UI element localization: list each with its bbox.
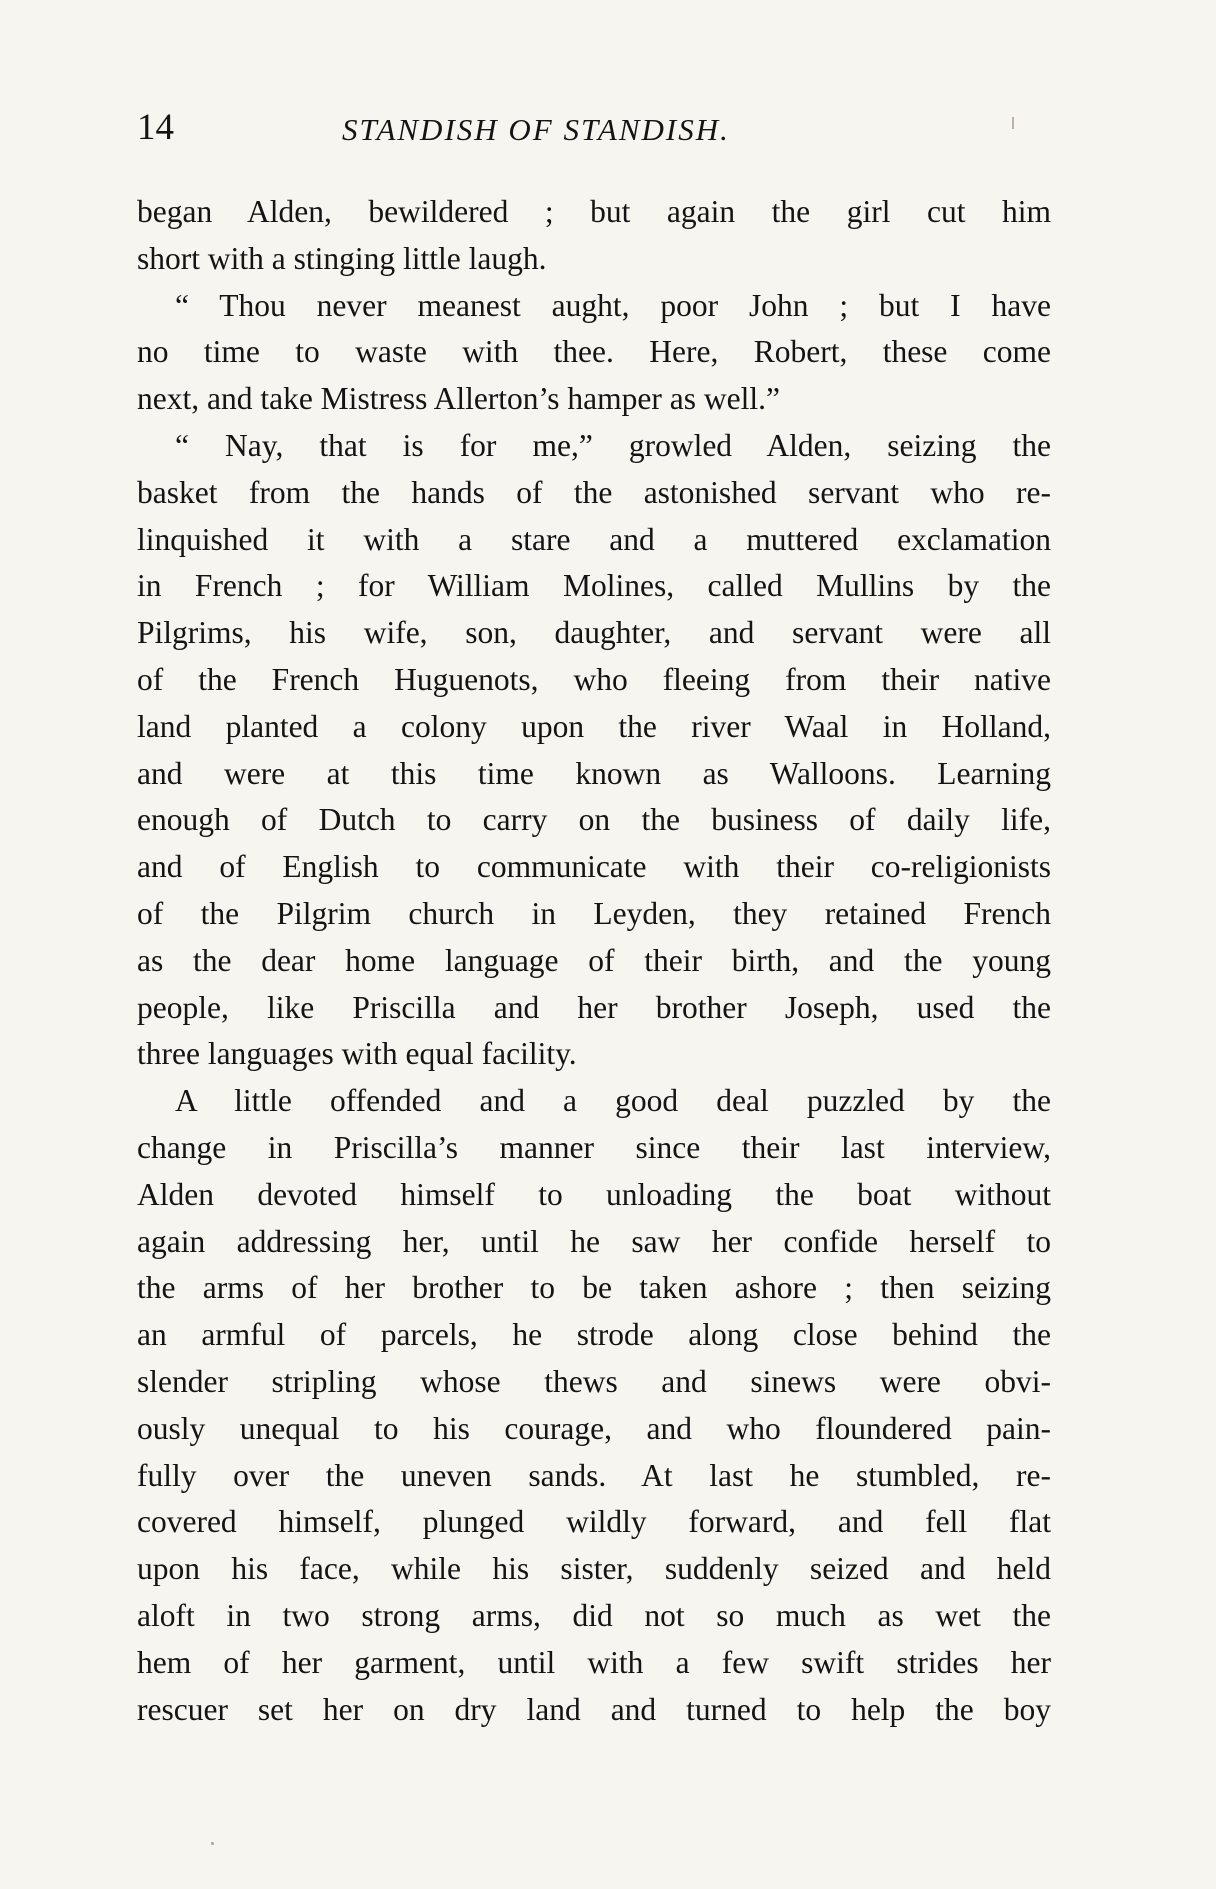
text-line: “ Nay, that is for me,” growled Alden, seizing the — [175, 427, 1051, 463]
text-line: upon his face, while his sister, suddenly seized and held — [137, 1551, 1051, 1587]
text-line: change in Priscilla’s manner since their last interview, — [137, 1129, 1051, 1165]
text-line: Alden devoted himself to unloading the boat without — [137, 1176, 1051, 1212]
text-line: basket from the hands of the astonished servant who re- — [137, 474, 1051, 510]
text-line: ously unequal to his courage, and who floundered pain- — [137, 1410, 1051, 1446]
page-number: 14 — [137, 107, 174, 148]
text-line: linquished it with a stare and a muttered exclamation — [137, 521, 1051, 557]
text-line: slender stripling whose thews and sinews were obvi- — [137, 1363, 1051, 1399]
text-line: three languages with equal facility. — [137, 1036, 577, 1072]
text-line: began Alden, bewildered ; but again the girl cut him — [137, 194, 1051, 229]
text-line: no time to waste with thee. Here, Robert, these come — [137, 334, 1051, 370]
text-line: covered himself, plunged wildly forward, and fell flat — [137, 1504, 1051, 1540]
text-line: Pilgrims, his wife, son, daughter, and servant were all — [137, 615, 1051, 651]
text-line: A little offended and a good deal puzzled by the — [175, 1083, 1051, 1119]
text-line: people, like Priscilla and her brother Joseph, used the — [137, 989, 1051, 1025]
print-speck — [1012, 117, 1014, 129]
text-line: fully over the uneven sands. At last he stumbled, re- — [137, 1457, 1051, 1493]
running-title: STANDISH OF STANDISH. — [342, 112, 730, 147]
text-line: an armful of parcels, he strode along close behind the — [137, 1317, 1051, 1353]
text-line: enough of Dutch to carry on the business of daily life, — [137, 802, 1051, 838]
text-line: in French ; for William Molines, called Mullins by the — [137, 568, 1051, 604]
text-line: the arms of her brother to be taken ashore ; then seizing — [137, 1270, 1051, 1306]
text-line: hem of her garment, until with a few swift strides her — [137, 1644, 1051, 1680]
page-header — [137, 108, 1007, 158]
text-line: and were at this time known as Walloons. Learning — [137, 755, 1051, 791]
text-line: of the French Huguenots, who fleeing from their native — [137, 661, 1051, 697]
text-line: and of English to communicate with their co-religionists — [137, 849, 1051, 885]
text-line: of the Pilgrim church in Leyden, they retained French — [137, 895, 1051, 931]
body-text — [137, 189, 1051, 1733]
text-line: aloft in two strong arms, did not so much as wet the — [137, 1597, 1051, 1633]
text-line: “ Thou never meanest aught, poor John ; but I have — [175, 287, 1051, 323]
text-line: next, and take Mistress Allerton’s hamper as well.” — [137, 381, 780, 417]
text-line: as the dear home language of their birth, and the young — [137, 942, 1051, 978]
text-line: land planted a colony upon the river Waal in Holland, — [137, 708, 1051, 744]
text-line: again addressing her, until he saw her confide herself to — [137, 1223, 1051, 1259]
print-speck-bottom — [211, 1842, 214, 1845]
text-line: short with a stinging little laugh. — [137, 240, 547, 276]
text-line: rescuer set her on dry land and turned to help the boy — [137, 1691, 1051, 1727]
